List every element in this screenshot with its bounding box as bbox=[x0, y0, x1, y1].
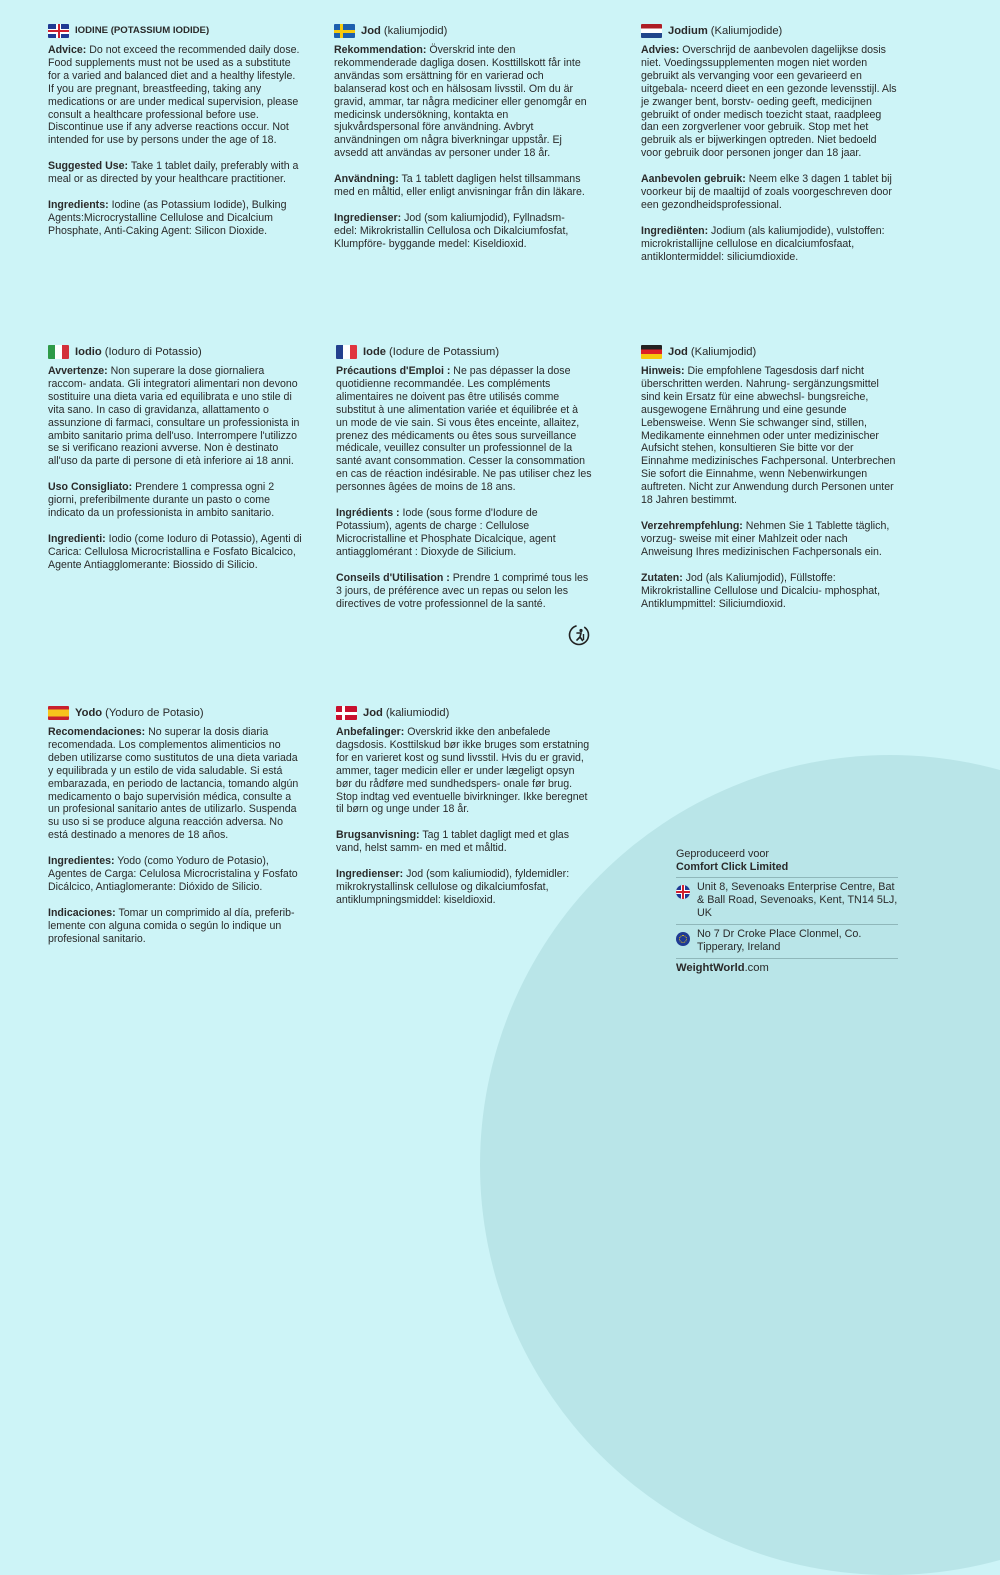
uk-flag-icon bbox=[48, 24, 69, 38]
paragraph-usage: Suggested Use: Take 1 tablet daily, preferably with a meal or as directed by your healthcare practitioner. bbox=[48, 160, 299, 186]
section-title: Iode bbox=[363, 345, 386, 358]
section-italian bbox=[48, 345, 304, 585]
section-title: IODINE (POTASSIUM IODIDE) bbox=[75, 24, 210, 36]
section-header: Iodio (Ioduro di Potassio) bbox=[48, 345, 304, 359]
manufacturer-company: Comfort Click Limited bbox=[676, 861, 789, 873]
paragraph-ingredients: Ingrediënten: Jodium (als kaliumjodide), vulstoffen: microkristallijne cellulose en dicalciumfosfaat, antiklontermiddel: siliciumdioxide. bbox=[641, 224, 885, 263]
paragraph-advice: Rekommendation: Överskrid inte den rekommenderade dagliga dosen. Kosttillskott får inte användas som ersättning för en varierad och balanserad kost och en hälsosam livsstil. Om du är gravid, ammar, tar några mediciner eller genomgår en medicinsk undersökning, kontakta en sjukvårdspersonal före användning. Avbryt användningen om några biverkningar uppstår. Ej avsedd att användas av personer under 18 år. bbox=[334, 44, 587, 160]
paragraph-ingredients: Ingredientes: Yodo (como Yoduro de Potasio), Agentes de Carga: Celulosa Microcristalina y Fosfato Dicálcico, Antiaglomerante: Dióxido de Silicio. bbox=[48, 855, 298, 893]
paragraph-ingredients: Ingredienti: Iodio (come Ioduro di Potassio), Agenti di Carica: Cellulosa Microcristallina e Fosfato Bicalcico, Agente Antiagglomerante: Biossido di Silicio. bbox=[48, 532, 302, 571]
sweden-flag-icon bbox=[334, 24, 355, 38]
section-header: Jodium (Kaliumjodide) bbox=[641, 24, 897, 38]
section-header: Jod (kaliumjodid) bbox=[334, 24, 590, 38]
paragraph-advice: Advies: Overschrijd de aanbevolen dagelijkse dosis niet. Voedingssupplementen mogen niet worden gebruikt als vervanging voor een gevarieerd en uitgebala- nceerd dieet en een gezonde levensstijl. Als je zwanger bent, borstv- oeding geeft, medicijnen gebruikt of onder medisch toezicht staat, raadpleeg dan een zorgverlener voor gebruik. Stop met het gebruik als er bijwerkingen optreden. Niet bedoeld voor gebruik door personen jonger dan 18 jaar. bbox=[641, 44, 897, 160]
italy-flag-icon bbox=[48, 345, 69, 359]
paragraph-usage: Conseils d'Utilisation : Prendre 1 comprimé tous les 3 jours, de préférence avec un repas ou selon les directives de votre professionnel de la santé. bbox=[336, 571, 589, 610]
section-title: Yodo bbox=[75, 706, 103, 719]
paragraph-advice: Anbefalinger: Overskrid ikke den anbefalede dagsdosis. Kosttilskud bør ikke bruges som erstatning for en varieret kost og sund livsstil. Hvis du er gravid, ammer, tager medicin eller er under lægeligt opsyn bør du rådføre med sundhedspers- onale før brug. Stop indtag ved eventuelle bivirkninger. Ikke beregnet til børn og unge under 18 år. bbox=[336, 726, 590, 816]
paragraph-advice: Avvertenze: Non superare la dose giornaliera raccom- andata. Gli integratori alimentari non devono sostituire una dieta varia ed equilibrata e uno stile di vita sano. In caso di gravidanza, allattamento o assunzione di farmaci, consultare un professionista in ambito sanitario prima dell'uso. Interrompere l'utilizzo se si verificano reazioni avverse. Non è destinato all'uso da parte di persone di età inferiore ai 18 anni. bbox=[48, 365, 300, 468]
france-flag-icon bbox=[336, 345, 357, 359]
paragraph-ingredients: Zutaten: Jod (als Kaliumjodid), Füllstoffe: Mikrokristalline Cellulose und Dicalciu- mphosphat, Antiklumpmittel: Siliciumdioxid. bbox=[641, 571, 881, 610]
section-title: Jod bbox=[361, 24, 381, 37]
section-title: Iodio bbox=[75, 345, 102, 358]
paragraph-usage: Indicaciones: Tomar un comprimido al día, preferib- lemente con alguna comida o según lo indique un profesional sanitario. bbox=[48, 906, 295, 945]
section-french bbox=[336, 345, 592, 623]
paragraph-usage: Aanbevolen gebruik: Neem elke 3 dagen 1 tablet bij voorkeur bij de maaltijd of zoals voorgeschreven door een gezondheidsprofessional. bbox=[641, 173, 892, 211]
website-link[interactable]: WeightWorld.com bbox=[676, 958, 898, 975]
paragraph-usage: Verzehrempfehlung: Nehmen Sie 1 Tablette täglich, vorzug- sweise mit einer Mahlzeit oder nach Anweisung Ihres medizinischen Fachpersonals ein. bbox=[641, 519, 890, 558]
netherlands-flag-icon bbox=[641, 24, 662, 38]
address-ireland bbox=[676, 924, 898, 958]
address-text: No 7 Dr Croke Place Clonmel, Co. Tipperary, Ireland bbox=[697, 928, 862, 953]
recycle-person-icon bbox=[568, 624, 590, 646]
paragraph-ingredients: Ingrédients : Iode (sous forme d'Iodure de Potassium), agents de charge : Cellulose Microcristalline et Phosphate Dicalcique, agent antiagglomérant : Dioxyde de Silicium. bbox=[336, 507, 556, 558]
paragraph-ingredients: Ingredients: Iodine (as Potassium Iodide), Bulking Agents:Microcrystalline Cellulose and Dicalcium Phosphate, Anti-Caking Agent: Silicon Dioxide. bbox=[48, 199, 287, 237]
paragraph-advice: Hinweis: Die empfohlene Tagesdosis darf nicht überschritten werden. Nahrung- sergänzungsmittel sind kein Ersatz für eine abwechsl- bungsreiche, ausgewogene Ernährung und eine gesunde Lebensweise. Wenn Sie schwanger sind, stillen, Medikamente einnehmen oder unter medizinischer Aufsicht stehen, konsultieren Sie bitte vor der Einnahme medizinisches Fachpersonal. Unterbrechen Sie sofort die Einnahme, wenn Nebenwirkungen auftreten. Nicht zur Anwendung durch Personen unter 18 Jahren bestimmt. bbox=[641, 365, 896, 507]
address-text: Unit 8, Sevenoaks Enterprise Centre, Bat & Ball Road, Sevenoaks, Kent, TN14 5LJ, UK bbox=[697, 881, 898, 919]
germany-flag-icon bbox=[641, 345, 662, 359]
paragraph-ingredients: Ingredienser: Jod (som kaliumjodid), Fyllnadsm- edel: Mikrokristallin Cellulosa och Dikalciumfosfat, Klumpföre- byggande medel: Kiseldioxid. bbox=[334, 211, 569, 250]
section-english bbox=[48, 24, 304, 251]
address-uk bbox=[676, 877, 898, 924]
eu-flag-icon bbox=[676, 932, 690, 946]
manufacturer-block bbox=[676, 848, 898, 975]
section-swedish bbox=[334, 24, 590, 264]
section-title: Jod bbox=[363, 706, 383, 719]
spain-flag-icon bbox=[48, 706, 69, 720]
paragraph-advice: Recomendaciones: No superar la dosis diaria recomendada. Los complementos alimenticios no deben utilizarse como sustitutos de una dieta variada y equilibrada y un estilo de vida saludable. Si está embarazada, en periodo de lactancia, tomando algún medicamento o bajo supervisión médica, consulte a un profesional sanitario antes de utilizarlo. Suspenda su uso si se produce alguna reacción adversa. No está destinado a menores de 18 años. bbox=[48, 726, 299, 842]
section-header: Yodo (Yoduro de Potasio) bbox=[48, 706, 304, 720]
paragraph-advice: Précautions d'Emploi : Ne pas dépasser la dose quotidienne recommandée. Les compléments alimentaires ne doivent pas être utilisés comme substitut à une alimentation variée et équilibrée et à un mode de vie sain. Si vous êtes enceinte, allaitez, prenez des médicaments ou êtes sous surveillance médicale, veuillez consulter un professionnel de la santé avant consommation. Cesser la consommation en cas de réaction indésirable. Ne pas utiliser chez les personnes âgées de moins de 18 ans. bbox=[336, 365, 592, 494]
paragraph-ingredients: Ingredienser: Jod (som kaliumiodid), fyldemidler: mikrokrystallinsk cellulose og dikalciumfosfat, antiklumpningsmiddel: kiseldioxid. bbox=[336, 868, 570, 906]
section-german bbox=[641, 345, 897, 623]
paragraph-usage: Brugsanvisning: Tag 1 tablet dagligt med et glas vand, helst samm- en med et måltid. bbox=[336, 829, 569, 855]
paragraph-usage: Användning: Ta 1 tablett dagligen helst tillsammans med en måltid, eller enligt anvisningar från din läkare. bbox=[334, 173, 585, 199]
section-header bbox=[48, 24, 304, 38]
section-title: Jodium bbox=[668, 24, 708, 37]
manufacturer-intro: Geproduceerd voor bbox=[676, 848, 770, 860]
paragraph-usage: Uso Consigliato: Prendere 1 compressa ogni 2 giorni, preferibilmente durante un pasto o come indicato da un professionista in ambito sanitario. bbox=[48, 481, 275, 520]
section-dutch bbox=[641, 24, 897, 277]
section-danish bbox=[336, 706, 592, 920]
section-header: Iode (Iodure de Potassium) bbox=[336, 345, 592, 359]
section-header: Jod (kaliumiodid) bbox=[336, 706, 592, 720]
denmark-flag-icon bbox=[336, 706, 357, 720]
paragraph-advice: Advice: Do not exceed the recommended daily dose. Food supplements must not be used as a substitute for a varied and balanced diet and a healthy lifestyle. If you are pregnant, breastfeeding, taking any medications or are under medical supervision, please consult a healthcare professional before use. Discontinue use if any adverse reactions occur. Not intended for use by persons under the age of 18. bbox=[48, 44, 300, 147]
section-title: Jod bbox=[668, 345, 688, 358]
section-header: Jod (Kaliumjodid) bbox=[641, 345, 897, 359]
section-spanish bbox=[48, 706, 304, 959]
uk-flag-icon bbox=[676, 885, 690, 899]
